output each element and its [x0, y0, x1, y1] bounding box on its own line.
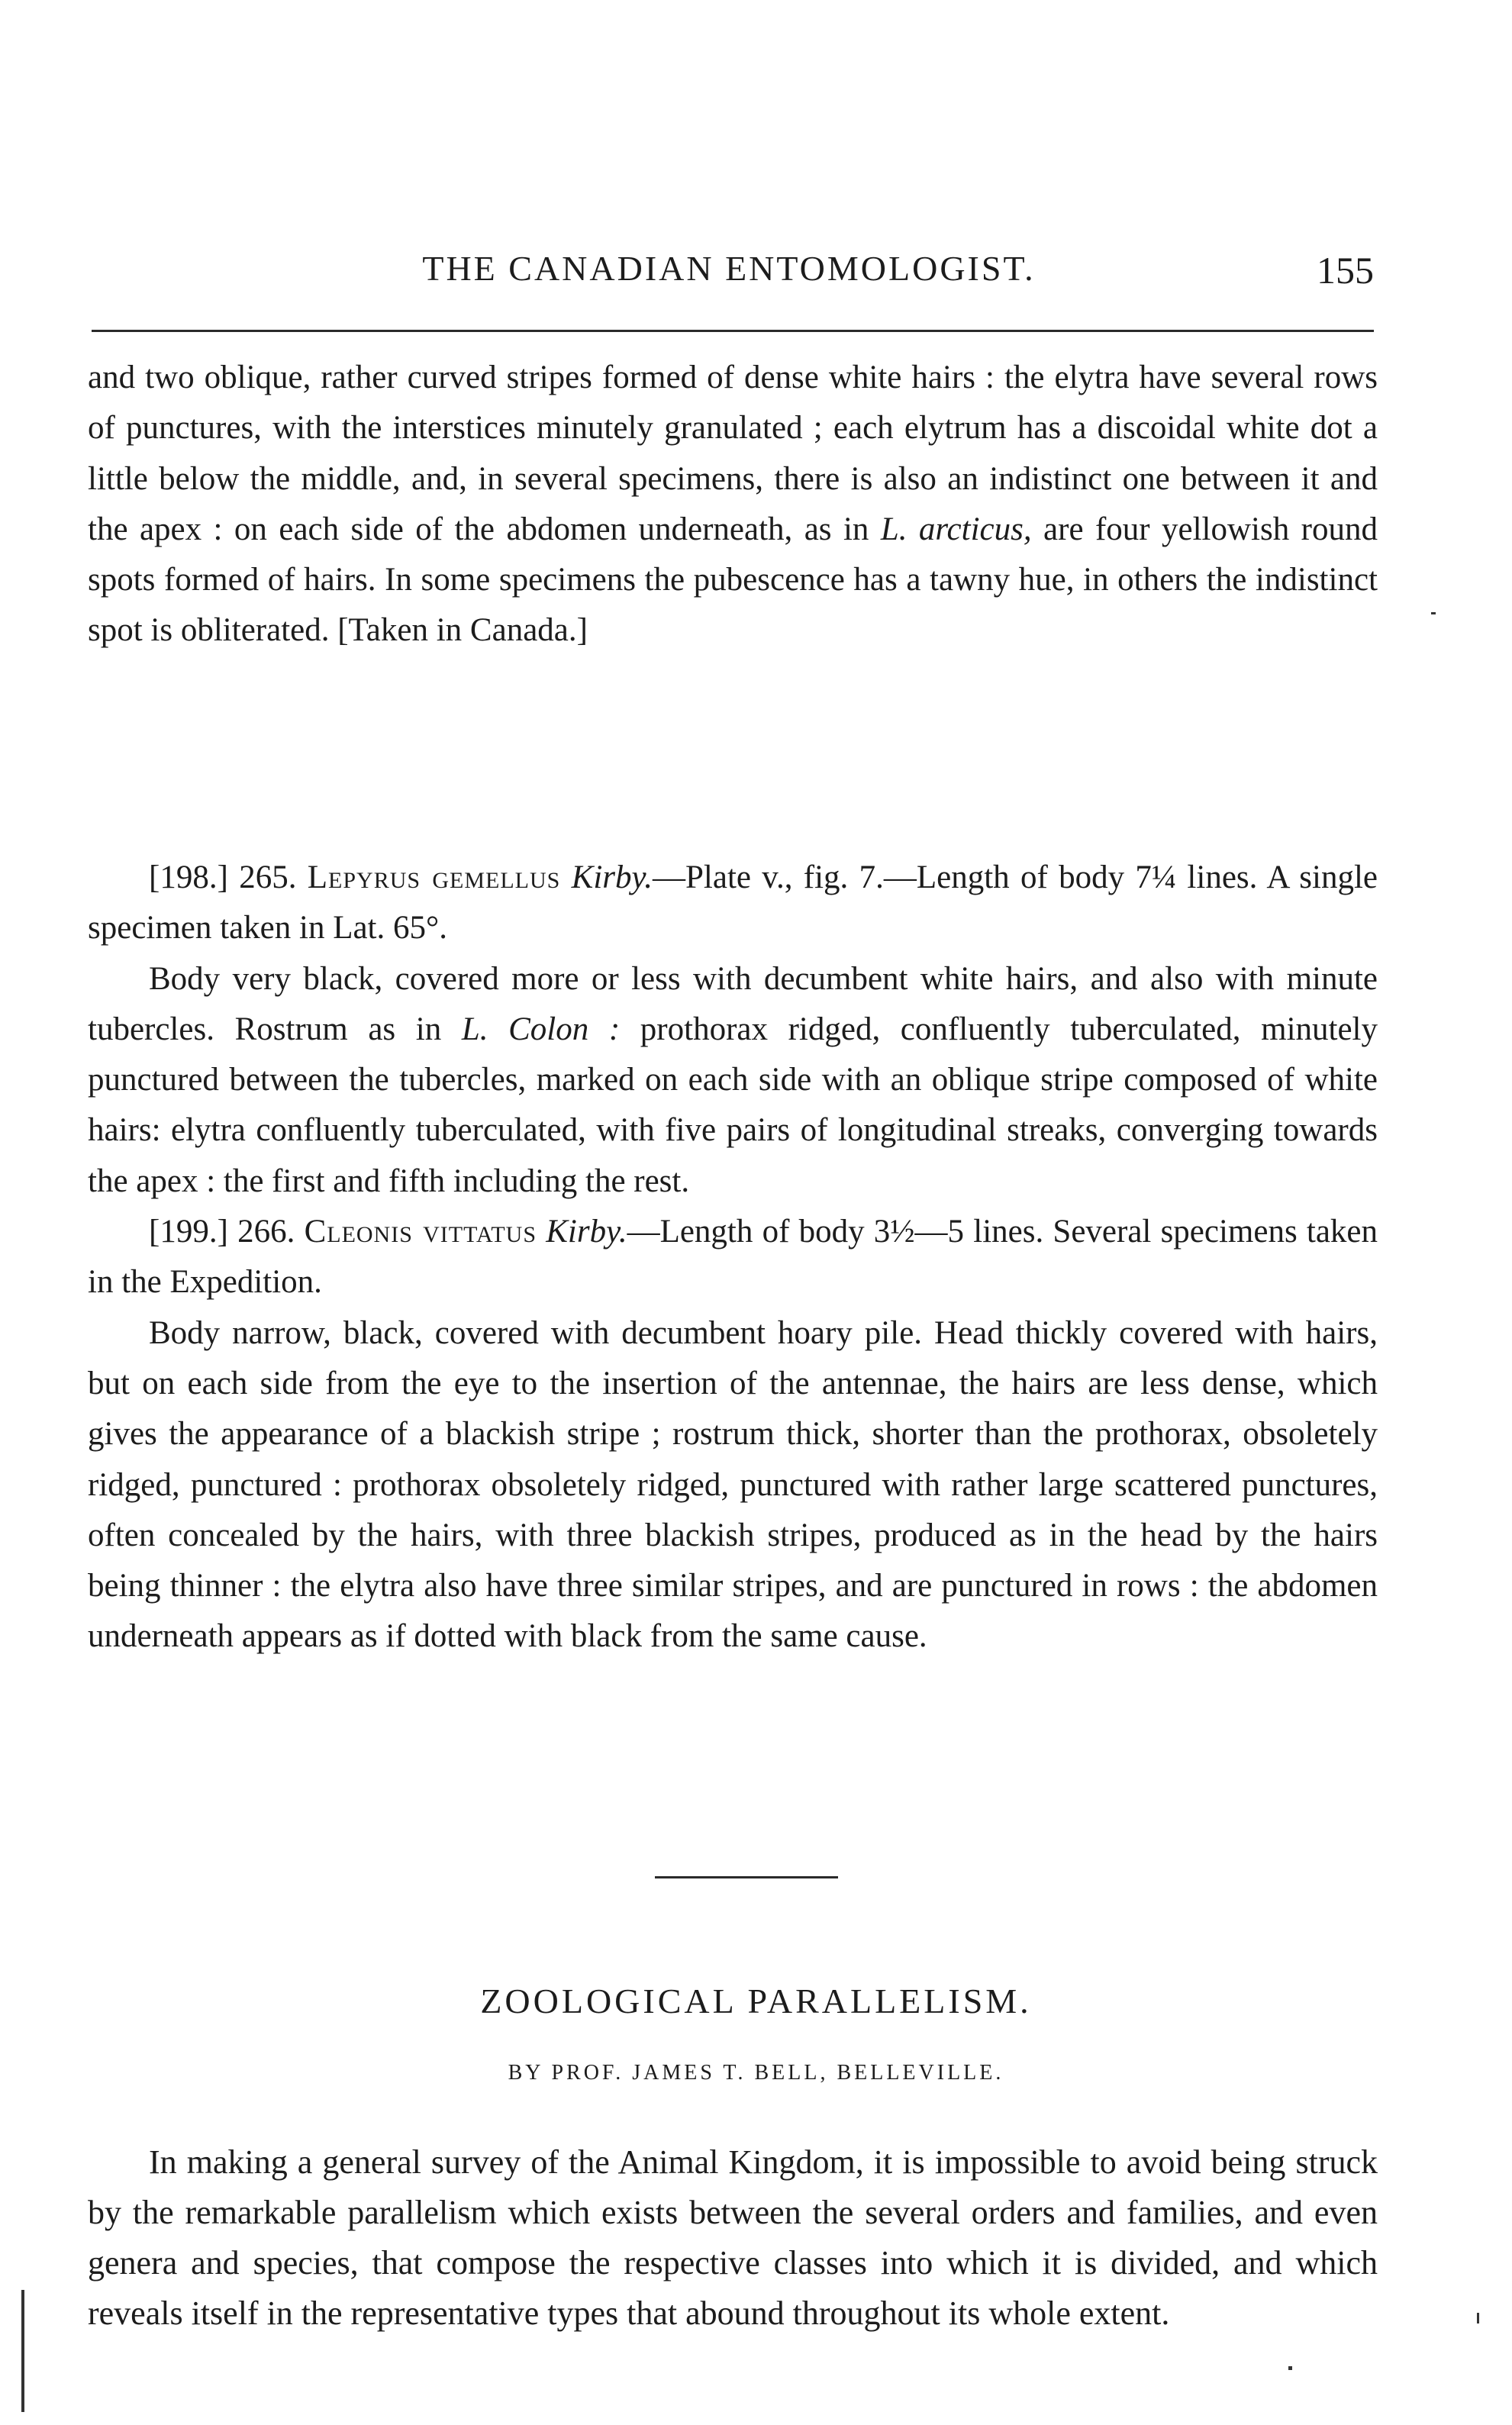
entry-heading: [88, 853, 1378, 954]
entry-heading: [88, 1207, 1378, 1308]
header-rule: [92, 330, 1374, 332]
continued-description: [88, 353, 1378, 656]
species-name: L. arcticus,: [880, 511, 1032, 547]
entry-details: —Length of body 3½—5 lines. Several specimens taken in the Expedition.: [88, 1214, 1378, 1301]
entry-number: [199.] 266.: [149, 1214, 295, 1250]
scan-speck: [1288, 2366, 1292, 2370]
scan-speck: [21, 2290, 24, 2412]
species-name: Cleonis vittatus: [304, 1214, 537, 1250]
species-author: Kirby.: [571, 859, 653, 895]
scan-speck: [1477, 2313, 1479, 2323]
paragraph-text: prothorax ridged, confluently tuberculated, minutely punctured between the tubercles, marked on each side with an oblique stripe composed of white hairs: elytra confluently tuberculated, with five pairs of longitudinal streaks, converging towards the apex : the first and fifth including the rest.: [88, 1011, 1378, 1199]
entry-number: [198.] 265.: [149, 859, 297, 895]
paragraph: In making a general survey of the Animal Kingdom, it is impossible to avoid being struck by the remarkable parallelism which exists between the several orders and families, and even genera and species, that compose the respective classes into which it is divided, and which reveals itself in the representative types that abound throughout its whole extent.: [88, 2143, 1378, 2332]
species-name: Lepyrus gemellus: [307, 859, 561, 895]
article-byline: BY PROF. JAMES T. BELL, BELLEVILLE.: [508, 2061, 1004, 2085]
paragraph-text: are four yellowish round spots formed of hairs. In some specimens the pubescence has a tawny hue, in others the indistinct spot is obliterated. [Taken in Canada.]: [88, 511, 1378, 649]
page-header: [84, 248, 1374, 294]
entry-details: —Plate v., fig. 7.—Length of body 7¼ lines. A single specimen taken in Lat. 65°.: [88, 859, 1378, 946]
species-entries: [88, 853, 1378, 1662]
running-head: THE CANADIAN ENTOMOLOGIST.: [422, 249, 1036, 288]
paragraph: [88, 353, 1378, 656]
scan-speck: [1431, 612, 1436, 614]
species-name: L. Colon :: [461, 1011, 621, 1047]
article-title: ZOOLOGICAL PARALLELISM.: [480, 1982, 1032, 2020]
species-author: Kirby.: [546, 1214, 627, 1250]
article-body: [88, 2137, 1378, 2339]
species-description: [88, 954, 1378, 1207]
species-description: Body narrow, black, covered with decumbent hoary pile. Head thickly covered with hairs, but on each side from the eye to the insertion of the antennae, the hairs are less dense, which gives the appearance of a blackish stripe ; rostrum thick, shorter than the prothorax, obsoletely ridged, punctured : prothorax obsoletely ridged, punctured with rather large scattered punctures, often concealed by the hairs, with three blackish stripes, produced as in the head by the hairs being thinner : the elytra also have three similar stripes, and are punctured in rows : the abdomen underneath appears as if dotted with black from the same cause.: [88, 1314, 1378, 1655]
section-divider: [655, 1876, 838, 1878]
paragraph-text: and two oblique, rather curved stripes formed of dense white hairs : the elytra have several rows of punctures, with the interstices minutely granulated ; each elytrum has a discoidal white dot a little below the middle, and, in several specimens, there is also an indistinct one between it and the apex : on each side of the abdomen underneath, as in: [88, 360, 1378, 547]
page-number: 155: [1317, 249, 1374, 292]
paragraph-text: Body very black, covered more or less with decumbent white hairs, and also with minute tubercles. Rostrum as in: [88, 960, 1378, 1047]
